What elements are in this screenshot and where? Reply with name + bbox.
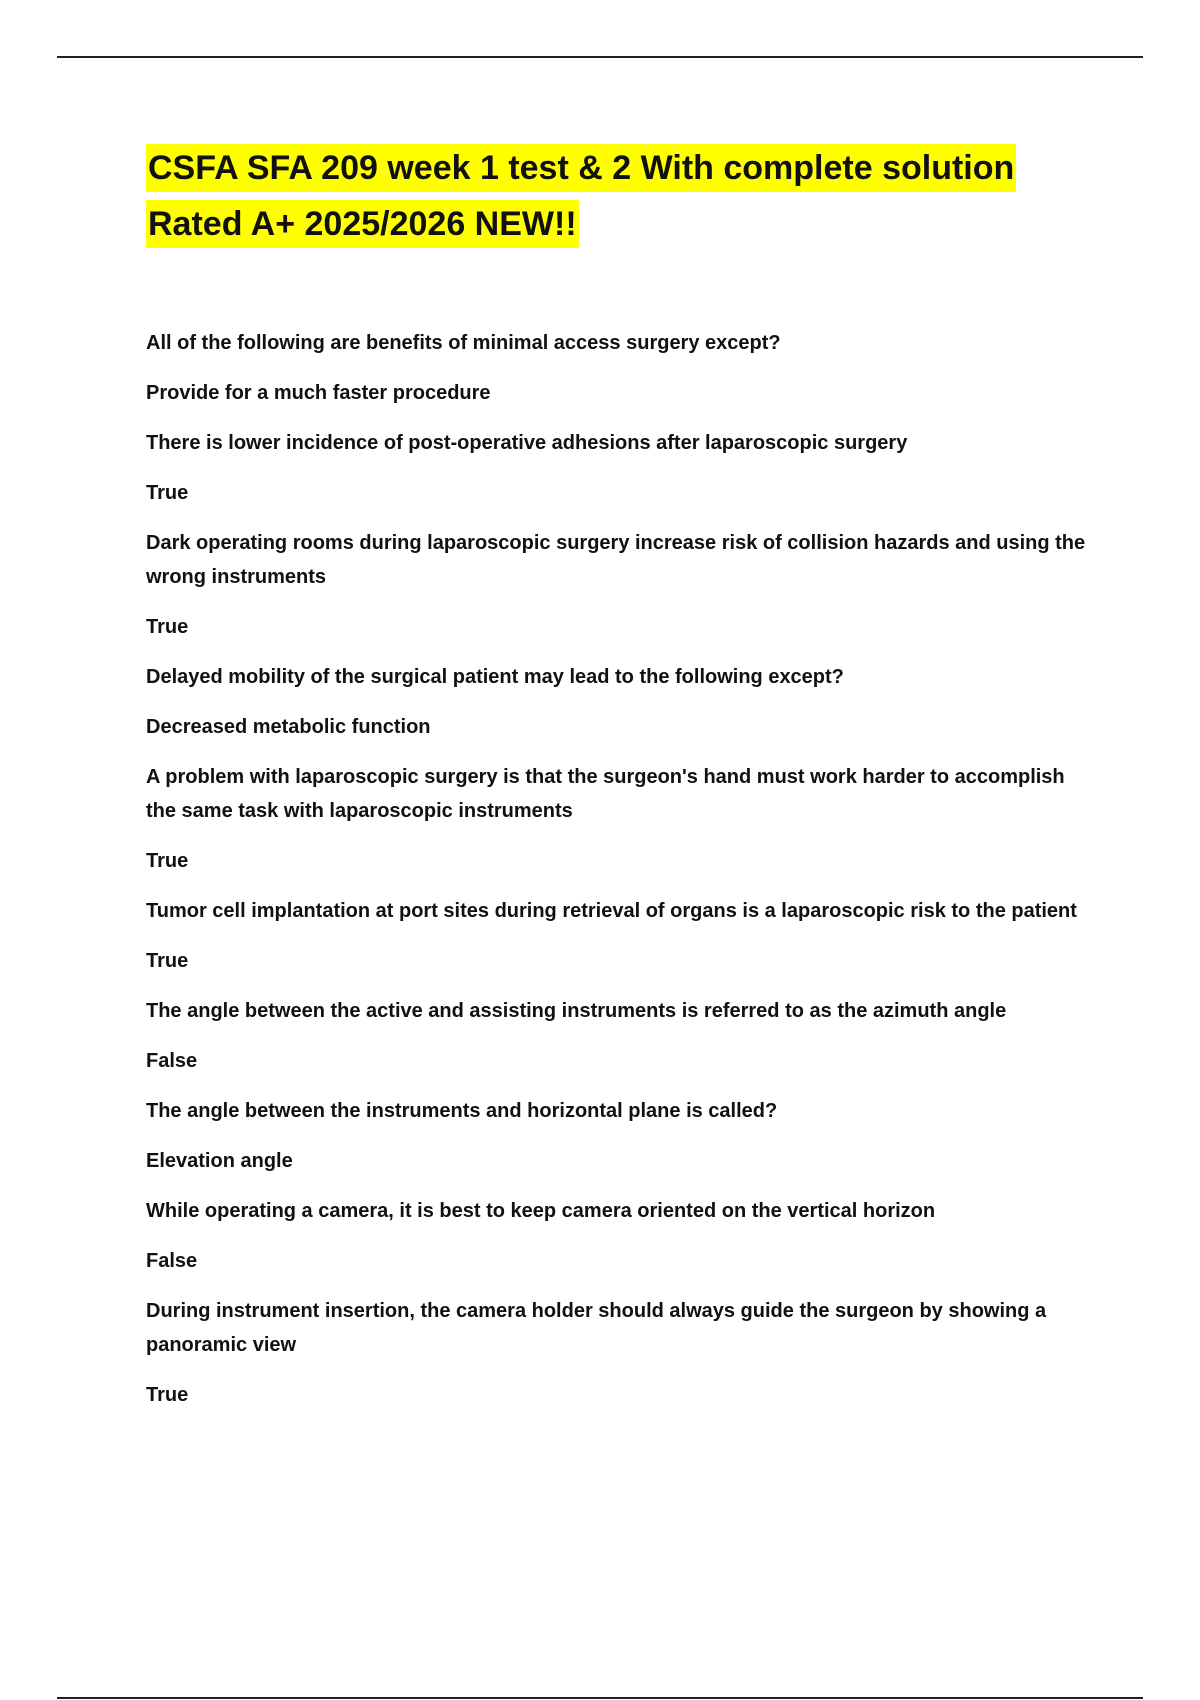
question-3: Dark operating rooms during laparoscopic surgery increase risk of collision hazards and using the wrong instruments <box>146 532 1086 588</box>
answer-10: True <box>146 1384 189 1406</box>
answer-7: False <box>146 1050 198 1072</box>
question-6: Tumor cell implantation at port sites during retrieval of organs is a laparoscopic risk to the patient <box>146 900 1077 922</box>
question-4: Delayed mobility of the surgical patient may lead to the following except? <box>146 666 844 688</box>
answer-3: True <box>146 616 189 638</box>
question-10: During instrument insertion, the camera holder should always guide the surgeon by showing a panoramic view <box>146 1300 1047 1356</box>
answer-2: True <box>146 482 189 504</box>
answer-5: True <box>146 850 189 872</box>
question-answer-list <box>146 326 1086 1428</box>
question-5: A problem with laparoscopic surgery is that the surgeon's hand must work harder to accomplish the same task with laparoscopic instruments <box>146 766 1065 822</box>
question-2: There is lower incidence of post-operative adhesions after laparoscopic surgery <box>146 432 908 454</box>
question-1: All of the following are benefits of minimal access surgery except? <box>146 332 781 354</box>
answer-4: Decreased metabolic function <box>146 716 431 738</box>
document-title <box>146 144 1086 256</box>
footer-divider <box>57 1697 1143 1699</box>
answer-8: Elevation angle <box>146 1150 293 1172</box>
title-line-1: CSFA SFA 209 week 1 test & 2 With complete solution <box>146 144 1016 192</box>
answer-9: False <box>146 1250 198 1272</box>
answer-1: Provide for a much faster procedure <box>146 382 491 404</box>
question-7: The angle between the active and assisting instruments is referred to as the azimuth angle <box>146 1000 1007 1022</box>
answer-6: True <box>146 950 189 972</box>
header-divider <box>57 56 1143 58</box>
question-9: While operating a camera, it is best to keep camera oriented on the vertical horizon <box>146 1200 936 1222</box>
title-line-2: Rated A+ 2025/2026 NEW!! <box>146 200 579 248</box>
question-8: The angle between the instruments and horizontal plane is called? <box>146 1100 778 1122</box>
